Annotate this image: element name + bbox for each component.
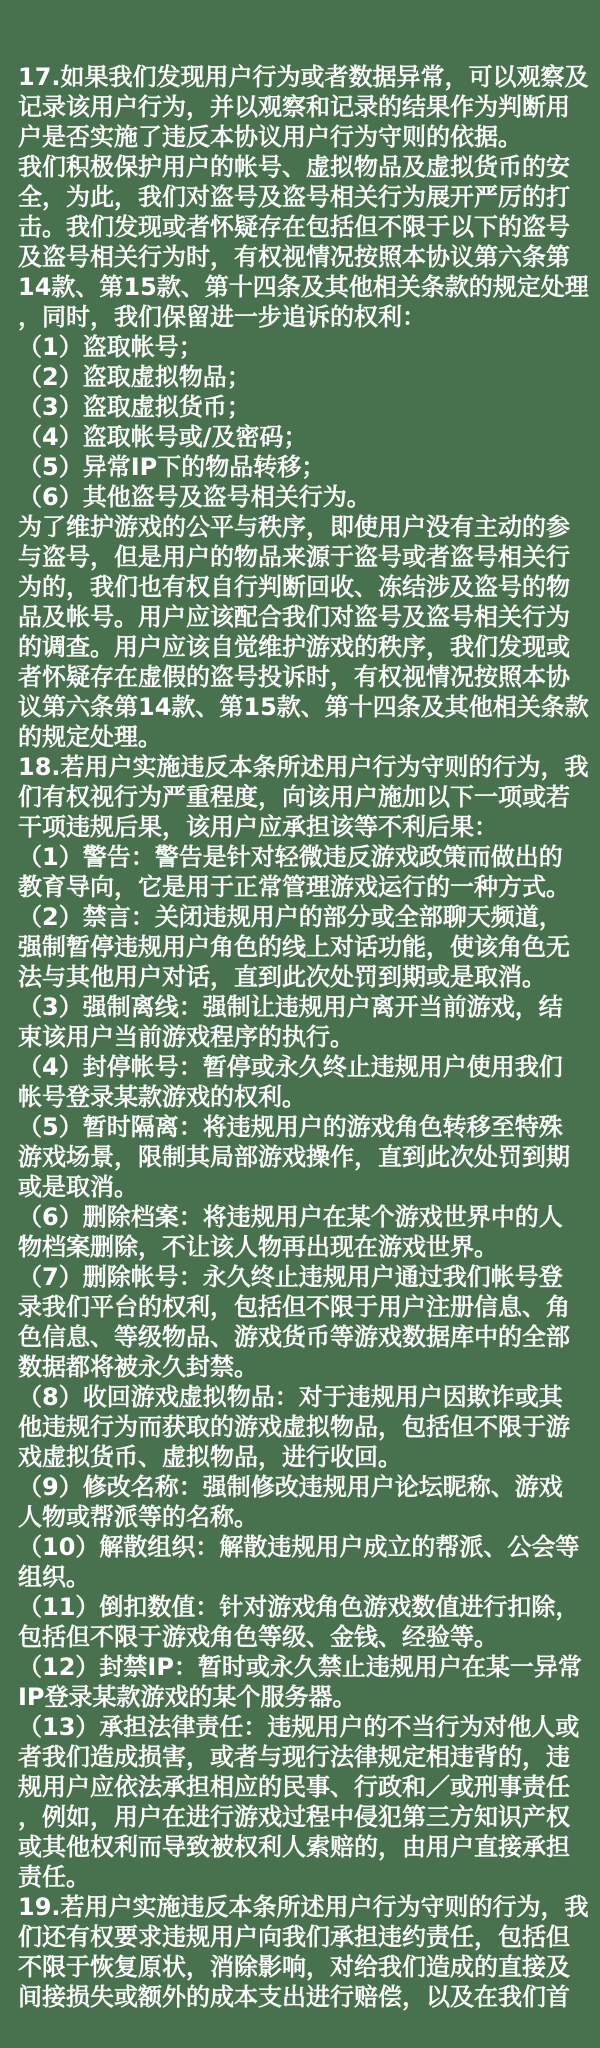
text-line: 录我们平台的权利，包括但不限于用户注册信息、角 (18, 1293, 570, 1321)
text-line: 数据都将被永久封禁。 (18, 1353, 258, 1381)
text-line: 包括但不限于游戏角色等级、金钱、经验等。 (18, 1623, 498, 1651)
text-line: （3）强制离线：强制让违规用户离开当前游戏，结 (18, 993, 563, 1021)
text-line: （4）封停帐号：暂停或永久终止违规用户使用我们 (18, 1053, 563, 1081)
text-line: ，同时，我们保留进一步追诉的权利： (18, 303, 426, 331)
text-line: 者我们造成损害，或者与现行法律规定相违背的，违 (18, 1743, 570, 1771)
text-line: 与盗号，但是用户的物品来源于盗号或者盗号相关行 (18, 543, 570, 571)
text-line: （8）收回游戏虚拟物品：对于违规用户因欺诈或其 (18, 1383, 563, 1411)
text-line: 束该用户当前游戏程序的执行。 (18, 1023, 354, 1051)
text-line: 游戏场景，限制其局部游戏操作，直到此次处罚到期 (18, 1143, 570, 1171)
text-line: 19.若用户实施违反本条所述用户行为守则的行为，我 (18, 1893, 589, 1921)
text-line: （9）修改名称：强制修改违规用户论坛昵称、游戏 (18, 1473, 563, 1501)
text-line: 教育导向，它是用于正常管理游戏运行的一种方式。 (18, 873, 570, 901)
text-line: 全，为此，我们对盗号及盗号相关行为展开严厉的打 (18, 183, 570, 211)
text-line: 我们积极保护用户的帐号、虚拟物品及虚拟货币的安 (18, 153, 570, 181)
text-line: 人物或帮派等的名称。 (18, 1503, 258, 1531)
text-line: （6）其他盗号及盗号相关行为。 (18, 483, 371, 511)
text-line: 规用户应依法承担相应的民事、行政和／或刑事责任 (18, 1773, 570, 1801)
text-line: 组织。 (18, 1563, 90, 1591)
text-line: 责任。 (18, 1863, 90, 1891)
text-line: （12）封禁IP：暂时或永久禁止违规用户在某一异常 (18, 1653, 582, 1681)
text-line: （10）解散组织：解散违规用户成立的帮派、公会等 (18, 1533, 580, 1561)
text-line: 议第六条第14款、第15款、第十四条及其他相关条款 (18, 693, 589, 721)
text-line: 及盗号相关行为时，有权视情况按照本协议第六条第 (18, 243, 570, 271)
text-line: 品及帐号。用户应该配合我们对盗号及盗号相关行为 (18, 603, 570, 631)
text-line: （5）暂时隔离：将违规用户的游戏角色转移至特殊 (18, 1113, 563, 1141)
text-line: IP登录某款游戏的某个服务器。 (18, 1683, 357, 1711)
text-line: 强制暂停违规用户角色的线上对话功能，使该角色无 (18, 933, 570, 961)
text-line: （6）删除档案：将违规用户在某个游戏世界中的人 (18, 1203, 563, 1231)
text-line: 户是否实施了违反本协议用户行为守则的依据。 (18, 123, 522, 151)
text-line: 们还有权要求违规用户向我们承担违约责任，包括但 (18, 1923, 570, 1951)
text-line: 间接损失或额外的成本支出进行赔偿，以及在我们首 (18, 1983, 570, 2011)
text-line: （13）承担法律责任：违规用户的不当行为对他人或 (18, 1713, 580, 1741)
text-line: 色信息、等级物品、游戏货币等游戏数据库中的全部 (18, 1323, 570, 1351)
text-line: （11）倒扣数值：针对游戏角色游戏数值进行扣除， (18, 1593, 580, 1621)
text-line: 法与其他用户对话，直到此次处罚到期或是取消。 (18, 963, 546, 991)
text-line: （5）异常IP下的物品转移； (18, 453, 326, 481)
text-line: 戏虚拟货币、虚拟物品，进行收回。 (18, 1443, 402, 1471)
terms-text-block (18, 62, 600, 2012)
text-line: 为的，我们也有权自行判断回收、冻结涉及盗号的物 (18, 573, 570, 601)
text-line: 帐号登录某款游戏的权利。 (18, 1083, 306, 1111)
text-line: 的调查。用户应该自觉维护游戏的秩序，我们发现或 (18, 633, 570, 661)
text-line: 14款、第15款、第十四条及其他相关条款的规定处理 (18, 273, 589, 301)
text-line: 17.如果我们发现用户行为或者数据异常，可以观察及 (18, 63, 589, 91)
text-line: 不限于恢复原状，消除影响，对给我们造成的直接及 (18, 1953, 570, 1981)
text-line: 们有权视行为严重程度，向该用户施加以下一项或若 (18, 783, 570, 811)
text-line: 或是取消。 (18, 1173, 138, 1201)
text-line: 击。我们发现或者怀疑存在包括但不限于以下的盗号 (18, 213, 570, 241)
text-line: （7）删除帐号：永久终止违规用户通过我们帐号登 (18, 1263, 563, 1291)
text-line: 18.若用户实施违反本条所述用户行为守则的行为，我 (18, 753, 589, 781)
text-line: ，例如，用户在进行游戏过程中侵犯第三方知识产权 (18, 1803, 570, 1831)
text-line: 干项违规后果，该用户应承担该等不利后果： (18, 813, 498, 841)
text-line: （2）禁言：关闭违规用户的部分或全部聊天频道， (18, 903, 563, 931)
text-line: （1）警告：警告是针对轻微违反游戏政策而做出的 (18, 843, 563, 871)
text-line: 者怀疑存在虚假的盗号投诉时，有权视情况按照本协 (18, 663, 570, 691)
text-line: 记录该用户行为，并以观察和记录的结果作为判断用 (18, 93, 570, 121)
text-line: 为了维护游戏的公平与秩序，即使用户没有主动的参 (18, 513, 570, 541)
text-line: （3）盗取虚拟货币； (18, 393, 251, 421)
text-line: （2）盗取虚拟物品； (18, 363, 251, 391)
text-line: （4）盗取帐号或/及密码； (18, 423, 308, 451)
text-line: （1）盗取帐号； (18, 333, 203, 361)
text-line: 物档案删除，不让该人物再出现在游戏世界。 (18, 1233, 498, 1261)
text-line: 的规定处理。 (18, 723, 162, 751)
text-line: 或其他权利而导致被权利人索赔的，由用户直接承担 (18, 1833, 570, 1861)
text-line: 他违规行为而获取的游戏虚拟物品，包括但不限于游 (18, 1413, 570, 1441)
